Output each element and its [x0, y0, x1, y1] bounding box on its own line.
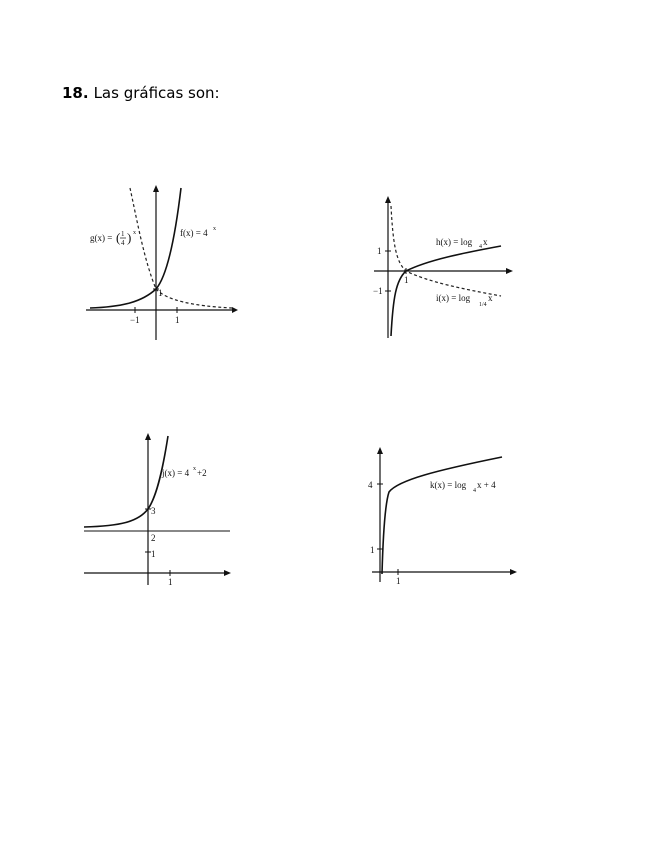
label-g-exponent: x	[133, 230, 136, 236]
label-i	[436, 293, 493, 308]
graph-exponential-shift	[80, 428, 240, 588]
exercise-number: 18.	[62, 84, 89, 102]
tick-label-y2: 2	[151, 533, 156, 543]
label-g-den: 4	[121, 239, 125, 247]
exercise-heading	[62, 84, 220, 102]
curve-g-dashed	[130, 188, 232, 308]
tick-label-yneg1: −1	[373, 286, 383, 296]
label-i-tail: x	[488, 293, 493, 303]
x-axis-arrow	[232, 307, 238, 313]
tick-label-y1: 1	[377, 246, 382, 256]
label-h-tail: x	[483, 237, 488, 247]
tick-label-1: 1	[175, 315, 180, 325]
tick-label-x1: 1	[396, 576, 401, 586]
label-k-main: k(x) = log	[430, 480, 467, 490]
label-h	[436, 237, 488, 250]
tick-label-y1: 1	[151, 549, 156, 559]
label-j-main: j(x) = 4	[162, 468, 190, 478]
curve-h-solid	[391, 246, 501, 336]
tick-label-x1: 1	[404, 275, 409, 285]
tick-label-y1: 1	[158, 288, 163, 298]
label-g-paren-open: (	[116, 230, 121, 245]
x-axis-arrow	[506, 268, 513, 274]
tick-label-y1: 1	[370, 545, 375, 555]
graph-exponential-pair	[82, 180, 242, 345]
x-axis-arrow	[510, 569, 517, 575]
label-g-prefix: g(x) =	[90, 233, 113, 243]
label-i-main: i(x) = log	[436, 293, 471, 303]
x-axis-arrow	[224, 570, 231, 576]
y-axis-arrow	[153, 185, 159, 192]
label-i-sub: 1/4	[479, 302, 487, 308]
y-axis-arrow	[377, 447, 383, 454]
label-k-sub: 4	[473, 488, 476, 494]
label-g	[90, 230, 136, 247]
label-f	[180, 226, 216, 238]
graph-log-shift	[368, 442, 528, 592]
tick-label-y4: 4	[368, 480, 373, 490]
graph-4-svg	[368, 442, 528, 592]
label-h-sub: 4	[479, 244, 482, 250]
tick-label-x1: 1	[168, 577, 173, 587]
label-k-tail: x + 4	[477, 480, 496, 490]
label-h-main: h(x) = log	[436, 237, 473, 247]
exercise-title: Las gráficas son:	[93, 84, 220, 102]
y-axis-arrow	[145, 433, 151, 440]
graph-2-svg	[368, 188, 528, 343]
label-j-tail: +2	[197, 468, 207, 478]
graph-log-pair	[368, 188, 528, 343]
label-j	[161, 466, 207, 478]
curve-k-solid	[382, 457, 502, 574]
label-j-sup: x	[193, 466, 196, 472]
label-f-main: f(x) = 4	[180, 228, 208, 238]
tick-label-y3: 3	[151, 506, 156, 516]
label-k	[430, 480, 496, 494]
y-axis-arrow	[385, 196, 391, 203]
label-g-paren-close: )	[127, 230, 132, 245]
graph-3-svg	[80, 428, 240, 588]
label-g-num: 1	[121, 230, 125, 238]
label-f-exponent: x	[213, 226, 216, 232]
graph-1-svg	[82, 180, 242, 345]
tick-label-neg1: −1	[130, 315, 140, 325]
curve-f-solid	[90, 188, 181, 308]
